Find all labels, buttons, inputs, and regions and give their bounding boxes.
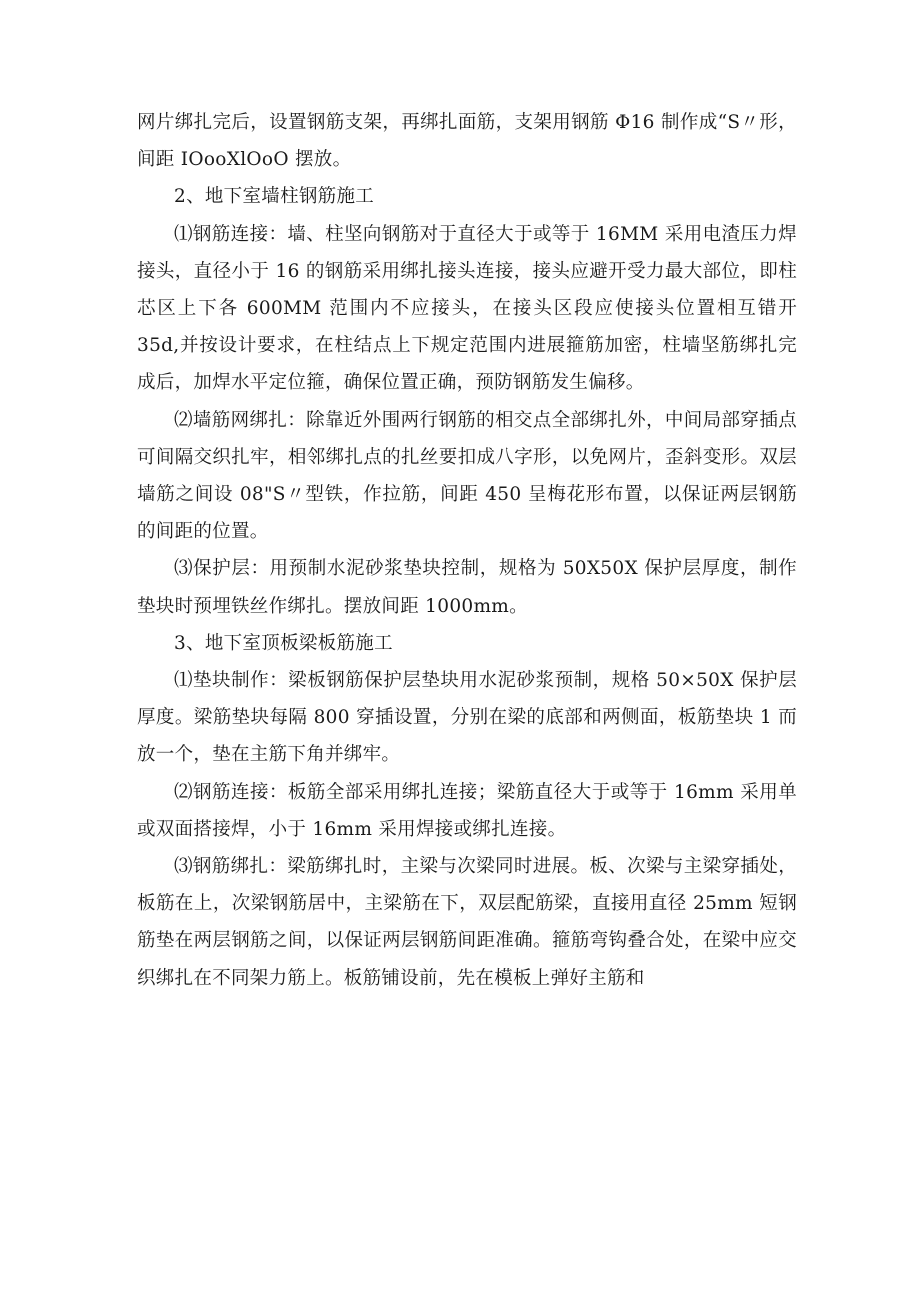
paragraph-wall-mesh-binding: ⑵墙筋网绑扎：除靠近外围两行钢筋的相交点全部绑扎外，中间局部穿插点可间隔交织扎牢，相邻绑扎点的扎丝要扣成八字形，以免网片，歪斜变形。双层墙筋之间设 08"S〃型铁，作拉筋，间距 450 呈梅花形布置，以保证两层钢筋的间距的位置。 [137, 409, 797, 543]
document-body [137, 104, 797, 997]
section-heading-2: 2、地下室墙柱钢筋施工 [174, 186, 375, 208]
paragraph-slab-rebar-connection: ⑵钢筋连接：板筋全部采用绑扎连接；梁筋直径大于或等于 16mm 采用单或双面搭接焊，小于 16mm 采用焊接或绑扎连接。 [137, 781, 797, 840]
paragraph-rebar-connection: ⑴钢筋连接：墙、柱坚向钢筋对于直径大于或等于 16MM 采用电渣压力焊接头，直径小于 16 的钢筋采用绑扎接头连接，接头应避开受力最大部位，即柱芯区上下各 600MM 范围内不应接头，在接头区段应使接头位置相互错开 35d,并按设计要求，在柱结点上下规定范围内进展箍筋加密，柱墙坚筋绑扎完成后，加焊水平定位箍，确保位置正确，预防钢筋发生偏移。 [137, 223, 797, 394]
paragraph-protective-layer: ⑶保护层：用预制水泥砂浆垫块控制，规格为 50X50X 保护层厚度，制作垫块时预埋铁丝作绑扎。摆放间距 1000mm。 [137, 558, 797, 617]
section-heading-3: 3、地下室顶板梁板筋施工 [174, 632, 393, 654]
paragraph-spacer-block: ⑴垫块制作：梁板钢筋保护层垫块用水泥砂浆预制，规格 50×50X 保护层厚度。梁筋垫块每隔 800 穿插设置，分别在梁的底部和两侧面，板筋垫块 1 而放一个，垫在主筋下角并绑牢。 [137, 670, 797, 766]
paragraph-rebar-binding: ⑶钢筋绑扎：梁筋绑扎时，主梁与次梁同时进展。板、次梁与主梁穿插处，板筋在上，次梁钢筋居中，主梁筋在下，双层配筋梁，直接用直径 25mm 短钢筋垫在两层钢筋之间，以保证两层钢筋间距准确。箍筋弯钩叠合处，在梁中应交织绑扎在不同架力筋上。板筋铺设前，先在模板上弹好主筋和 [137, 856, 797, 989]
paragraph-continuation: 网片绑扎完后，设置钢筋支架，再绑扎面筋，支架用钢筋 Φ16 制作成“S〃形，间距 IOooXlOoO 摆放。 [137, 112, 797, 171]
